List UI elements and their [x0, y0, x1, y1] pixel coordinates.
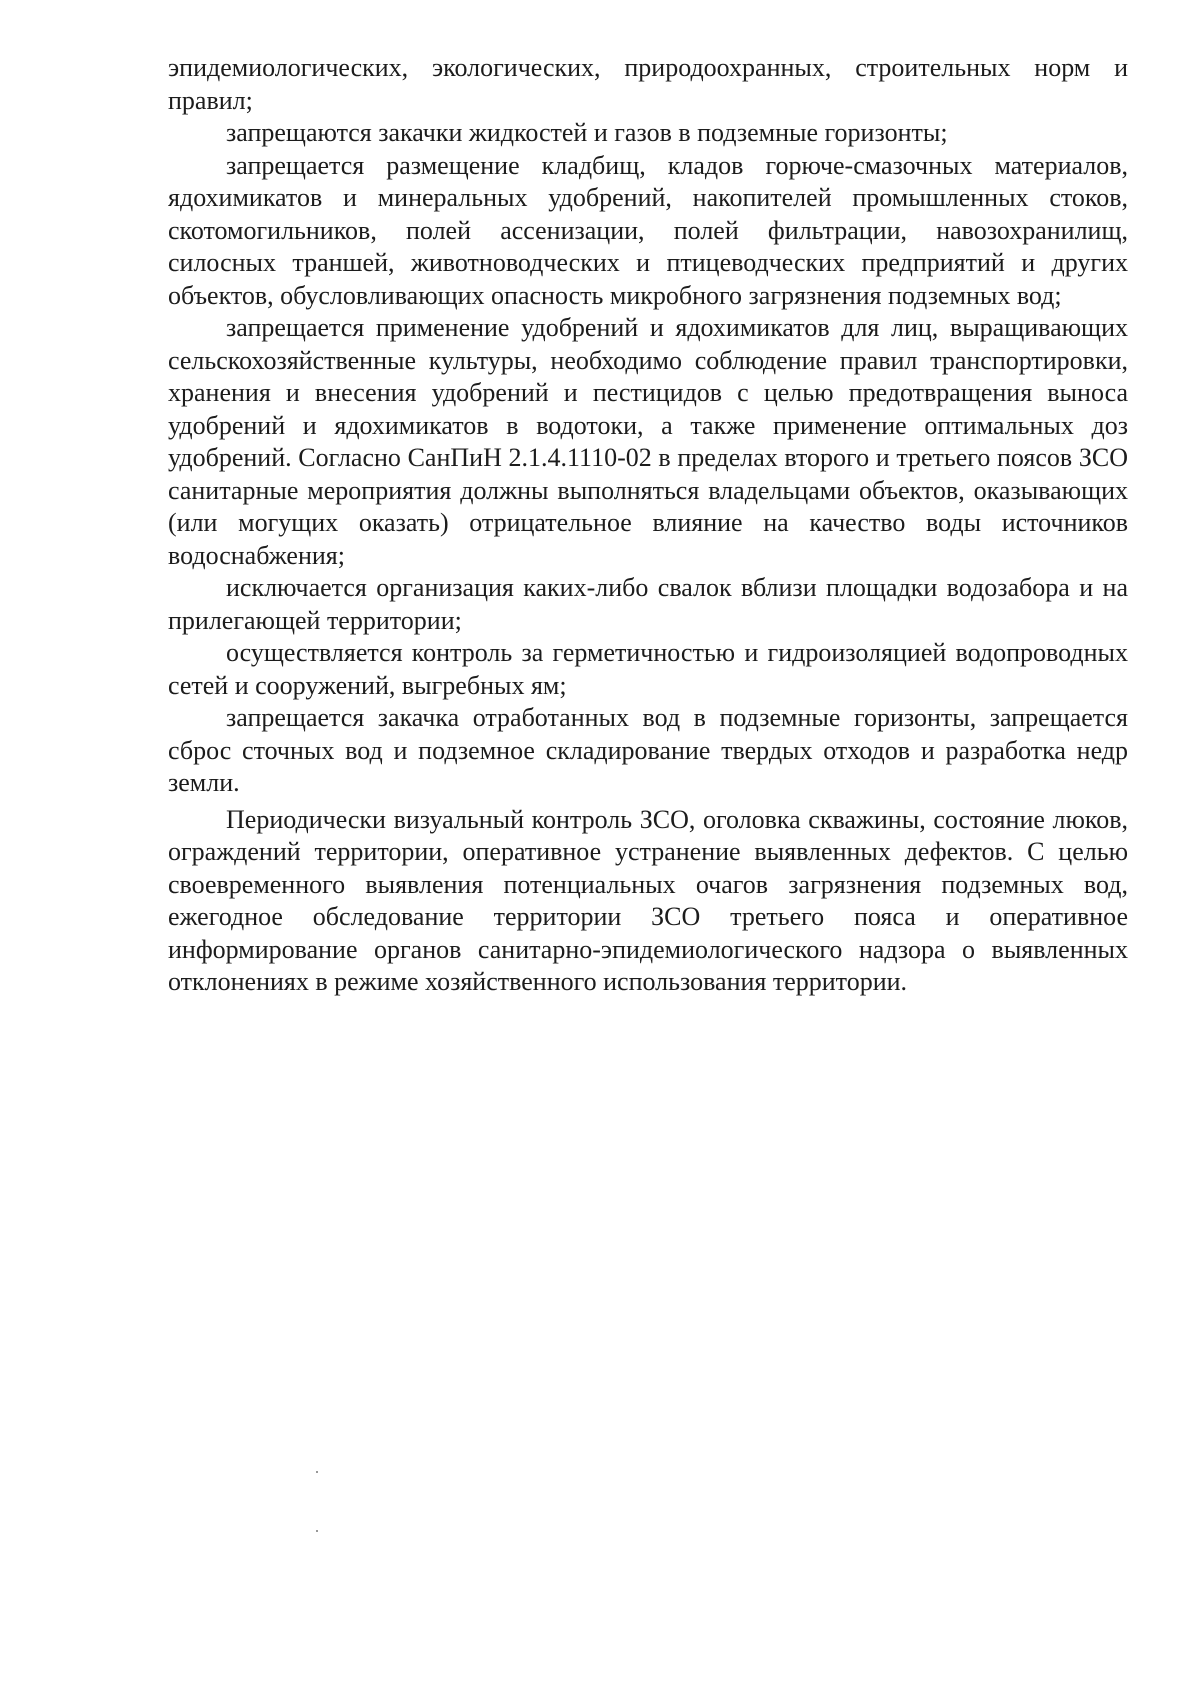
paragraph-dump-exclusion: исключается организация каких-либо свалок вблизи площадки водозабора и на прилегающей территории; — [168, 573, 1128, 635]
paragraph-injection-ban: запрещаются закачки жидкостей и газов в подземные горизонты; — [226, 118, 948, 147]
scan-speck — [316, 1471, 318, 1473]
paragraph-periodic-control: Периодически визуальный контроль ЗСО, оголовка скважины, состояние люков, ограждений территории, оперативное устранение выявленных дефектов. С целью своевременного выявления потенциальных очагов загрязнения подземных вод, ежегодное обследование территории ЗСО третьего пояса и оперативное информирование органов санитарно-эпидемиологического надзора о выявленных отклонениях в режиме хозяйственного использования территории. — [168, 804, 1128, 996]
paragraph-discharge-ban: запрещается закачка отработанных вод в подземные горизонты, запрещается сброс сточных вод и подземное складирование твердых отходов и разработка недр земли. — [168, 703, 1128, 797]
paragraph-placement-ban: запрещается размещение кладбищ, кладов горюче-смазочных материалов, ядохимикатов и минеральных удобрений, накопителей промышленных стоков, скотомогильников, полей ассенизации, полей фильтрации, навозохранилищ, силосных траншей, животноводческих и птицеводческих предприятий и других объектов, обусловливающих опасность микробного загрязнения подземных вод; — [168, 150, 1128, 310]
paragraph-fertilizer-ban: запрещается применение удобрений и ядохимикатов для лиц, выращивающих сельскохозяйственные культуры, необходимо соблюдение правил транспортировки, хранения и внесения удобрений и пестицидов с целью предотвращения выноса удобрений и ядохимикатов в водотоки, а также применение оптимальных доз удобрений. Согласно СанПиН 2.1.4.1110-02 в пределах второго и третьего поясов ЗСО санитарные мероприятия должны выполняться владельцами объектов, оказывающих (или могущих оказать) отрицательное влияние на качество воды источников водоснабжения; — [168, 313, 1128, 570]
paragraph-continuation: эпидемиологических, экологических, природоохранных, строительных норм и правил; — [168, 53, 1128, 115]
document-body — [168, 52, 1128, 999]
paragraph-network-control: осуществляется контроль за герметичностью и гидроизоляцией водопроводных сетей и сооружений, выгребных ям; — [168, 638, 1128, 700]
scan-speck — [316, 1530, 318, 1532]
